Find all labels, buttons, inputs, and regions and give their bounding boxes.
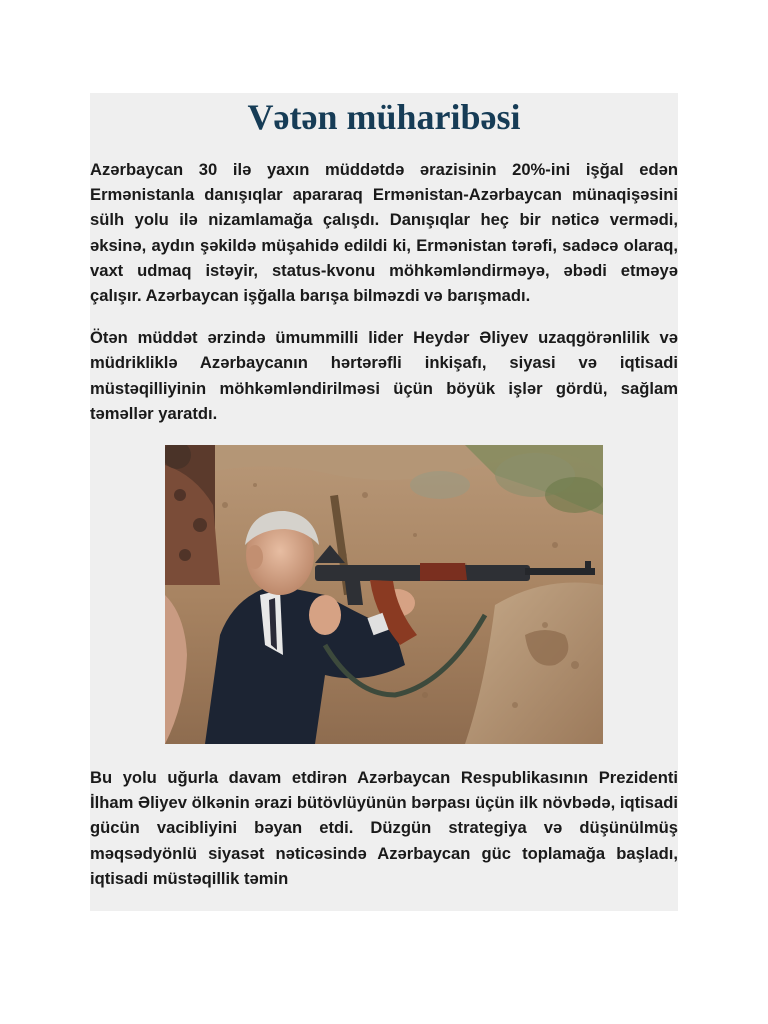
paragraph-3: Bu yolu uğurla davam etdirən Azərbaycan Respublikasının Prezidenti İlham Əliyev ölkənin ərazi bütövlüyünün bərpası üçün ilk növbədə, iqtisadi gücün vacibliyini bəyan etdi. Düzgün strategiya və düşünülmüş məqsədyönlü siyasət nəticəsində Azərbaycan güc toplamağa başladı, iqtisadi müstəqillik təmin [90,768,678,888]
article-title: Vətən müharibəsi [247,97,521,137]
paragraph-1: Azərbaycan 30 ilə yaxın müddətdə ərazisinin 20%-ini işğal edən Ermənistanla danışıqlar apararaq Ermənistan-Azərbaycan münaqişəsini sülh yolu ilə nizamlamağa çalışdı. Danışıqlar heç bir nəticə vermədi, əksinə, aydın şəkildə müşahidə edildi ki, Ermənistan tərəfi, sadəcə olaraq, vaxt udmaq istəyir, status-kvonu möhkəmləndirməyə, əbədi etməyə çalışır. Azərbaycan işğalla barışa bilməzdi və barışmadı. [90,160,678,306]
article-panel [90,93,678,911]
paragraph-2: Ötən müddət ərzində ümummilli lider Heydər Əliyev uzaqgörənlilik və müdrikliklə Azərbaycanın hərtərəfli inkişafı, siyasi və iqtisadi müstəqilliyinin möhkəmləndirilməsi üçün böyük işlər gördü, sağlam təməllər yaratdı. [90,328,678,423]
article-photo [165,445,603,744]
